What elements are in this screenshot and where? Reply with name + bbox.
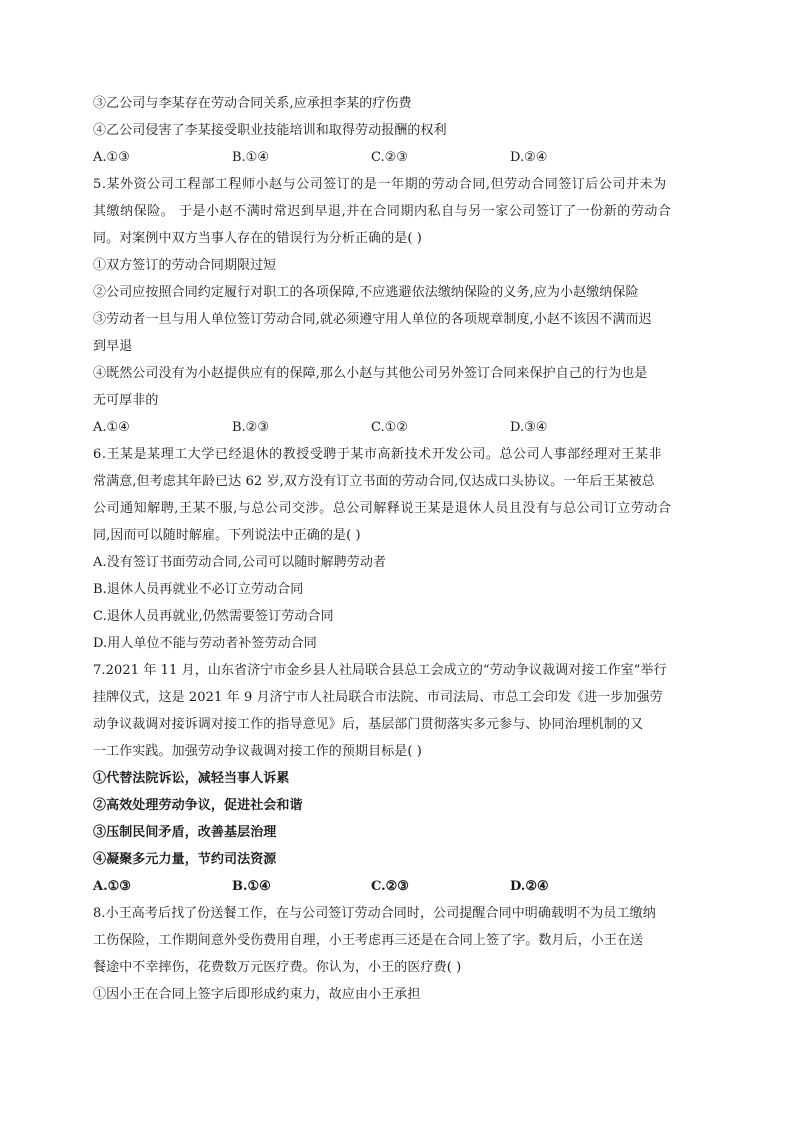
option-b: B.②③ [232,420,269,435]
q6-choice-d: D.用人单位不能与劳动者补签劳动合同 [93,636,317,651]
exam-page [93,90,703,1008]
q7-item-2: ②高效处理劳动争议，促进社会和谐 [93,798,303,813]
q5-item-3: ③劳动者一旦与用人单位签订劳动合同,就必须遵守用人单位的各项规章制度,小赵不该因不满而迟 [93,312,652,327]
carryover-item-3: ③乙公司与李某存在劳动合同关系,应承担李某的疗伤费 [93,96,412,111]
q5-item-1: ①双方签订的劳动合同期限过短 [93,258,277,273]
q7-item-3: ③压制民间矛盾，改善基层治理 [93,825,277,840]
q6-stem-line-3: 公司通知解聘,王某不服,与总公司交涉。总公司解释说王某是退休人员且没有与总公司订立劳动合 [93,501,672,516]
q6-stem-line-4: 同,因而可以随时解雇。下列说法中正确的是( ) [93,528,361,543]
option-d: D.②④ [510,879,549,894]
q7-item-1: ①代替法院诉讼，减轻当事人诉累 [93,771,290,786]
q5-stem-line-1: 5.某外资公司工程部工程师小赵与公司签订的是一年期的劳动合同,但劳动合同签订后公司并未为 [93,177,667,192]
carryover-item-4: ④乙公司侵害了李某接受职业技能培训和取得劳动报酬的权利 [93,123,447,138]
carryover-options [93,144,703,171]
option-a: A.①③ [93,150,130,165]
q8-stem-line-1: 8.小王高考后找了份送餐工作，在与公司签订劳动合同时，公司提醒合同中明确载明不为员工缴纳 [93,906,656,921]
option-b: B.①④ [232,879,271,894]
q5-item-4: ④既然公司没有为小赵提供应有的保障,那么小赵与其他公司另外签订合同来保护自己的行为也是 [93,366,648,381]
q5-options [93,414,703,441]
q5-item-3-cont: 到早退 [93,339,133,354]
option-d: D.③④ [510,420,548,435]
q6-stem-line-1: 6.王某是某理工大学已经退休的教授受聘于某市高新技术开发公司。总公司人事部经理对王某非 [93,447,663,462]
q5-item-4-cont: 无可厚非的 [93,393,159,408]
q7-options [93,873,703,900]
option-c: C.①② [371,420,408,435]
option-c: C.②③ [371,150,408,165]
option-b: B.①④ [232,150,269,165]
q6-stem-line-2: 常满意,但考虑其年龄已达 62 岁,双方没有订立书面的劳动合同,仅达成口头协议。一年后王某被总 [93,474,655,489]
option-c: C.②③ [371,879,409,894]
q5-stem-line-2: 其缴纳保险。 于是小赵不满时常迟到早退,并在合同期内私自与另一家公司签订了一份新的劳动合 [93,204,672,219]
option-a: A.①④ [93,420,130,435]
option-a: A.①③ [93,879,131,894]
q6-choice-c: C.退休人员再就业,仍然需要签订劳动合同 [93,609,334,624]
q5-stem-line-3: 同。对案例中双方当事人存在的错误行为分析正确的是( ) [93,231,422,246]
q7-stem-line-4: 一工作实践。加强劳动争议裁调对接工作的预期目标是( ) [93,744,422,759]
q8-item-1: ①因小王在合同上签字后即形成约束力，故应由小王承担 [93,987,421,1002]
q8-stem-line-2: 工伤保险，工作期间意外受伤费用自理，小王考虑再三还是在合同上签了字。数月后，小王在送 [93,933,644,948]
q7-item-4: ④凝聚多元力量，节约司法资源 [93,852,277,867]
q7-stem-line-3: 动争议裁调对接诉调对接工作的指导意见》后，基层部门贯彻落实多元参与、协同治理机制的又 [93,717,644,732]
q8-stem-line-3: 餐途中不幸摔伤，花费数万元医疗费。你认为，小王的医疗费( ) [93,960,462,975]
q5-item-2: ②公司应按照合同约定履行对职工的各项保障,不应逃避依法缴纳保险的义务,应为小赵缴纳保险 [93,285,639,300]
q6-choice-a: A.没有签订书面劳动合同,公司可以随时解聘劳动者 [93,555,387,570]
q6-choice-b: B.退休人员再就业不必订立劳动合同 [93,582,304,597]
q7-stem-line-2: 挂牌仪式，这是 2021 年 9 月济宁市人社局联合市法院、市司法局、市总工会印发《进一步加强劳 [93,690,663,705]
option-d: D.②④ [510,150,548,165]
q7-stem-line-1: 7.2021 年 11 月，山东省济宁市金乡县人社局联合县总工会成立的“劳动争议裁调对接工作室”举行 [93,663,667,678]
